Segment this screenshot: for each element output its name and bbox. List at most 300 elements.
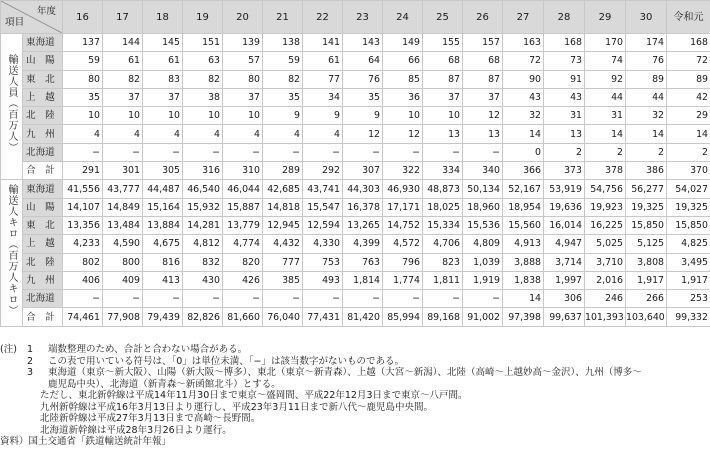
note-3-text: 東海道（東京〜新大阪）、山陽（新大阪〜博多）、東北（東京〜新青森）、上越（大宮〜新潟）、北陸（高崎〜上越妙高〜金沢）、九州（博多〜 xyxy=(48,367,642,378)
value-cell: 3,888 xyxy=(503,253,544,271)
value-cell: 10 xyxy=(63,107,103,125)
value-cell: 44,487 xyxy=(143,180,183,198)
value-cell: 4 xyxy=(183,125,223,143)
value-cell: 85,994 xyxy=(383,308,423,326)
value-cell: 149 xyxy=(383,34,423,52)
value-cell: 99,332 xyxy=(667,308,710,326)
value-cell: 19,923 xyxy=(585,198,626,216)
value-cell: 37 xyxy=(223,88,263,106)
year-header: 23 xyxy=(343,1,383,34)
value-cell: 42 xyxy=(667,88,710,106)
value-cell: 10 xyxy=(103,107,143,125)
value-cell: 42,685 xyxy=(263,180,303,198)
value-cell: − xyxy=(343,143,383,161)
value-cell: 378 xyxy=(585,162,626,180)
value-cell: 46,930 xyxy=(383,180,423,198)
value-cell: 80 xyxy=(63,70,103,88)
row-label: 北 陸 xyxy=(23,253,63,271)
year-header: 20 xyxy=(223,1,263,34)
row-label: 山 陽 xyxy=(23,198,63,216)
value-cell: 91 xyxy=(544,70,585,88)
value-cell: 310 xyxy=(223,162,263,180)
value-cell: 61 xyxy=(143,52,183,70)
value-cell: 4 xyxy=(263,125,303,143)
value-cell: − xyxy=(303,290,343,308)
group1-label-cell xyxy=(1,34,23,180)
value-cell: 59 xyxy=(63,52,103,70)
value-cell: 9 xyxy=(263,107,303,125)
value-cell: 14,849 xyxy=(103,198,143,216)
value-cell: 4,774 xyxy=(223,235,263,253)
value-cell: 87 xyxy=(463,70,503,88)
value-cell: 15,850 xyxy=(667,216,710,234)
total-row xyxy=(1,308,710,326)
value-cell: 13,265 xyxy=(343,216,383,234)
value-cell: 53,919 xyxy=(544,180,585,198)
value-cell: 79,439 xyxy=(143,308,183,326)
row-label: 東 北 xyxy=(23,216,63,234)
value-cell: 66 xyxy=(383,52,423,70)
source-label: 資料） xyxy=(0,436,29,447)
value-cell: − xyxy=(463,290,503,308)
value-cell: 170 xyxy=(585,34,626,52)
value-cell: 14,281 xyxy=(183,216,223,234)
value-cell: 43 xyxy=(503,88,544,106)
value-cell: 168 xyxy=(667,34,710,52)
value-cell: 10 xyxy=(383,107,423,125)
value-cell: 37 xyxy=(143,88,183,106)
value-cell: 15,334 xyxy=(423,216,463,234)
value-cell: 800 xyxy=(103,253,143,271)
value-cell: 82,826 xyxy=(183,308,223,326)
value-cell: 493 xyxy=(303,271,343,289)
value-cell: 19,325 xyxy=(667,198,710,216)
row-label: 上 越 xyxy=(23,235,63,253)
value-cell: 2 xyxy=(667,143,710,161)
value-cell: 14 xyxy=(667,125,710,143)
table-corner xyxy=(1,1,63,34)
value-cell: 0 xyxy=(503,143,544,161)
value-cell: 12 xyxy=(463,107,503,125)
note-3-number: 3 xyxy=(27,367,34,378)
value-cell: 413 xyxy=(143,271,183,289)
value-cell: 3,808 xyxy=(626,253,667,271)
value-cell: 301 xyxy=(103,162,143,180)
value-cell: 796 xyxy=(383,253,423,271)
table-row xyxy=(1,52,710,70)
value-cell: 43 xyxy=(544,88,585,106)
value-cell: 48,873 xyxy=(423,180,463,198)
value-cell: 44 xyxy=(626,88,667,106)
year-header: 17 xyxy=(103,1,143,34)
value-cell: 36 xyxy=(383,88,423,106)
value-cell: 777 xyxy=(263,253,303,271)
value-cell: 246 xyxy=(585,290,626,308)
value-cell: 15,547 xyxy=(303,198,343,216)
row-label: 北 陸 xyxy=(23,107,63,125)
value-cell: 85 xyxy=(383,70,423,88)
value-cell: 34 xyxy=(303,88,343,106)
value-cell: 340 xyxy=(463,162,503,180)
value-cell: 12 xyxy=(383,125,423,143)
group1-label: 輸送人員（百万人） xyxy=(6,54,17,154)
row-label: 北海道 xyxy=(23,143,63,161)
value-cell: 35 xyxy=(63,88,103,106)
value-cell: 32 xyxy=(626,107,667,125)
value-cell: 68 xyxy=(423,52,463,70)
value-cell: 43,741 xyxy=(303,180,343,198)
value-cell: 13,779 xyxy=(223,216,263,234)
total-row xyxy=(1,162,710,180)
value-cell: 89,168 xyxy=(423,308,463,326)
note-3-detail-hokuriku: 北陸新幹線は平成27年3月13日まで高崎〜長野間。 xyxy=(40,413,261,424)
value-cell: 168 xyxy=(544,34,585,52)
value-cell: 76 xyxy=(626,52,667,70)
value-cell: 77 xyxy=(303,70,343,88)
table-row xyxy=(1,107,710,125)
value-cell: 4,432 xyxy=(263,235,303,253)
value-cell: 373 xyxy=(544,162,585,180)
value-cell: 2 xyxy=(585,143,626,161)
note-2-number: 2 xyxy=(27,355,34,367)
note-3-detail-tohoku: ただし、東北新幹線は平成14年11月30日まで東京〜盛岡間、平成22年12月3日まで東京〜八戸間。 xyxy=(40,390,468,401)
value-cell: 83 xyxy=(143,70,183,88)
table-row xyxy=(1,88,710,106)
value-cell: 266 xyxy=(626,290,667,308)
value-cell: 57 xyxy=(223,52,263,70)
table-row xyxy=(1,253,710,271)
row-label: 山 陽 xyxy=(23,52,63,70)
year-header: 29 xyxy=(585,1,626,34)
value-cell: − xyxy=(383,290,423,308)
value-cell: 81,420 xyxy=(343,308,383,326)
corner-item-label: 項目 xyxy=(5,17,25,28)
value-cell: 19,325 xyxy=(626,198,667,216)
value-cell: − xyxy=(383,143,423,161)
value-cell: 14 xyxy=(626,125,667,143)
value-cell: 61 xyxy=(303,52,343,70)
value-cell: 15,560 xyxy=(503,216,544,234)
value-cell: 10 xyxy=(223,107,263,125)
value-cell: 832 xyxy=(183,253,223,271)
value-cell: 289 xyxy=(263,162,303,180)
value-cell: 4 xyxy=(303,125,343,143)
value-cell: 137 xyxy=(63,34,103,52)
year-header: 25 xyxy=(423,1,463,34)
value-cell: 89 xyxy=(667,70,710,88)
value-cell: 12 xyxy=(343,125,383,143)
value-cell: 15,536 xyxy=(463,216,503,234)
value-cell: 4 xyxy=(63,125,103,143)
value-cell: 37 xyxy=(463,88,503,106)
value-cell: 3,710 xyxy=(585,253,626,271)
table-row xyxy=(1,271,710,289)
value-cell: 37 xyxy=(423,88,463,106)
corner-year-label: 年度 xyxy=(36,6,56,17)
value-cell: − xyxy=(263,143,303,161)
value-cell: 46,540 xyxy=(183,180,223,198)
value-cell: − xyxy=(63,143,103,161)
notes-section xyxy=(0,344,708,448)
value-cell: 13 xyxy=(423,125,463,143)
value-cell: 15,850 xyxy=(626,216,667,234)
value-cell: 385 xyxy=(263,271,303,289)
value-cell: 2,016 xyxy=(585,271,626,289)
row-label: 合 計 xyxy=(23,162,63,180)
value-cell: 63 xyxy=(183,52,223,70)
value-cell: 32 xyxy=(503,107,544,125)
value-cell: 322 xyxy=(383,162,423,180)
value-cell: 305 xyxy=(143,162,183,180)
table-row xyxy=(1,235,710,253)
year-header: 28 xyxy=(544,1,585,34)
note-2-text: この表で用いている符号は、「0」は単位未満、「−」は該当数字がないものである。 xyxy=(48,355,405,367)
value-cell: 4,825 xyxy=(667,235,710,253)
value-cell: 4,947 xyxy=(544,235,585,253)
value-cell: 1,774 xyxy=(383,271,423,289)
value-cell: 18,954 xyxy=(503,198,544,216)
value-cell: 1,811 xyxy=(423,271,463,289)
value-cell: − xyxy=(303,143,343,161)
year-header: 令和元 xyxy=(667,1,710,34)
value-cell: 37 xyxy=(103,88,143,106)
value-cell: 46,044 xyxy=(223,180,263,198)
year-header: 18 xyxy=(143,1,183,34)
value-cell: 1,917 xyxy=(667,271,710,289)
row-label: 東海道 xyxy=(23,180,63,198)
value-cell: − xyxy=(63,290,103,308)
value-cell: 44 xyxy=(585,88,626,106)
table-row xyxy=(1,216,710,234)
value-cell: 72 xyxy=(503,52,544,70)
value-cell: − xyxy=(223,290,263,308)
value-cell: 802 xyxy=(63,253,103,271)
value-cell: 16,014 xyxy=(544,216,585,234)
value-cell: 253 xyxy=(667,290,710,308)
value-cell: − xyxy=(463,143,503,161)
row-label: 九 州 xyxy=(23,125,63,143)
table-row xyxy=(1,125,710,143)
value-cell: 291 xyxy=(63,162,103,180)
value-cell: 4,590 xyxy=(103,235,143,253)
value-cell: 145 xyxy=(143,34,183,52)
value-cell: 29 xyxy=(667,107,710,125)
value-cell: 155 xyxy=(423,34,463,52)
value-cell: − xyxy=(103,290,143,308)
value-cell: 5,125 xyxy=(626,235,667,253)
year-header: 26 xyxy=(463,1,503,34)
value-cell: 82 xyxy=(263,70,303,88)
value-cell: 138 xyxy=(263,34,303,52)
value-cell: − xyxy=(183,290,223,308)
value-cell: 366 xyxy=(503,162,544,180)
row-label: 北海道 xyxy=(23,290,63,308)
value-cell: 31 xyxy=(585,107,626,125)
value-cell: 1,814 xyxy=(343,271,383,289)
value-cell: 1,917 xyxy=(626,271,667,289)
value-cell: 4 xyxy=(143,125,183,143)
value-cell: 13,356 xyxy=(63,216,103,234)
value-cell: 90 xyxy=(503,70,544,88)
note-1-number: 1 xyxy=(27,344,34,355)
row-label: 合 計 xyxy=(23,308,63,326)
value-cell: − xyxy=(223,143,263,161)
value-cell: 10 xyxy=(143,107,183,125)
value-cell: 14 xyxy=(585,125,626,143)
value-cell: 54,756 xyxy=(585,180,626,198)
value-cell: 14,818 xyxy=(263,198,303,216)
value-cell: 4,572 xyxy=(383,235,423,253)
value-cell: 2 xyxy=(626,143,667,161)
value-cell: 409 xyxy=(103,271,143,289)
value-cell: 87 xyxy=(423,70,463,88)
value-cell: 41,556 xyxy=(63,180,103,198)
value-cell: 72 xyxy=(667,52,710,70)
value-cell: 292 xyxy=(303,162,343,180)
value-cell: 10 xyxy=(183,107,223,125)
value-cell: 74,461 xyxy=(63,308,103,326)
value-cell: 139 xyxy=(223,34,263,52)
value-cell: − xyxy=(343,290,383,308)
note-3-text-cont: 鹿児島中央）、北海道（新青森〜新函館北斗）とする。 xyxy=(48,378,281,390)
value-cell: 370 xyxy=(667,162,710,180)
value-cell: 99,637 xyxy=(544,308,585,326)
value-cell: 174 xyxy=(626,34,667,52)
value-cell: 54,027 xyxy=(667,180,710,198)
value-cell: 4,706 xyxy=(423,235,463,253)
year-header: 27 xyxy=(503,1,544,34)
value-cell: 52,167 xyxy=(503,180,544,198)
value-cell: 74 xyxy=(585,52,626,70)
value-cell: 426 xyxy=(223,271,263,289)
value-cell: 823 xyxy=(423,253,463,271)
value-cell: 4,330 xyxy=(303,235,343,253)
value-cell: − xyxy=(143,143,183,161)
value-cell: 80 xyxy=(223,70,263,88)
value-cell: 18,960 xyxy=(463,198,503,216)
value-cell: − xyxy=(103,143,143,161)
value-cell: 91,002 xyxy=(463,308,503,326)
value-cell: 15,887 xyxy=(223,198,263,216)
year-header: 22 xyxy=(303,1,343,34)
value-cell: 406 xyxy=(63,271,103,289)
value-cell: 144 xyxy=(103,34,143,52)
value-cell: 68 xyxy=(463,52,503,70)
row-label: 東 北 xyxy=(23,70,63,88)
value-cell: 13,484 xyxy=(103,216,143,234)
value-cell: 92 xyxy=(585,70,626,88)
value-cell: 316 xyxy=(183,162,223,180)
value-cell: 9 xyxy=(343,107,383,125)
notes-label: (注) xyxy=(0,344,17,355)
note-3-detail-kyushu: 九州新幹線は平成16年3月13日より運行し、平成23年3月11日まで新八代〜鹿児島中央間。 xyxy=(40,401,433,413)
value-cell: 15,164 xyxy=(143,198,183,216)
value-cell: 143 xyxy=(343,34,383,52)
value-cell: − xyxy=(183,143,223,161)
value-cell: 14 xyxy=(503,125,544,143)
header-row xyxy=(1,1,710,34)
value-cell: 816 xyxy=(143,253,183,271)
value-cell: 77,908 xyxy=(103,308,143,326)
value-cell: 35 xyxy=(263,88,303,106)
value-cell: 14,107 xyxy=(63,198,103,216)
value-cell: 35 xyxy=(343,88,383,106)
value-cell: 4,913 xyxy=(503,235,544,253)
value-cell: 306 xyxy=(544,290,585,308)
year-header: 24 xyxy=(383,1,423,34)
value-cell: 50,134 xyxy=(463,180,503,198)
value-cell: 5,025 xyxy=(585,235,626,253)
table-row xyxy=(1,290,710,308)
value-cell: 101,393 xyxy=(585,308,626,326)
table-row xyxy=(1,180,710,198)
value-cell: 13 xyxy=(463,125,503,143)
note-3-detail-hokkaido: 北海道新幹線は平成28年3月26日より運行。 xyxy=(40,424,232,436)
table-row xyxy=(1,143,710,161)
year-header: 21 xyxy=(263,1,303,34)
value-cell: 64 xyxy=(343,52,383,70)
value-cell: 16,225 xyxy=(585,216,626,234)
value-cell: 307 xyxy=(343,162,383,180)
value-cell: 163 xyxy=(503,34,544,52)
value-cell: 151 xyxy=(183,34,223,52)
table-row xyxy=(1,70,710,88)
value-cell: 753 xyxy=(303,253,343,271)
value-cell: 14,752 xyxy=(383,216,423,234)
table-row xyxy=(1,198,710,216)
value-cell: 820 xyxy=(223,253,263,271)
group2-label-cell xyxy=(1,180,23,326)
value-cell: 89 xyxy=(626,70,667,88)
value-cell: 763 xyxy=(343,253,383,271)
value-cell: 4 xyxy=(223,125,263,143)
value-cell: 10 xyxy=(423,107,463,125)
value-cell: 4,812 xyxy=(183,235,223,253)
value-cell: 73 xyxy=(544,52,585,70)
value-cell: 1,997 xyxy=(544,271,585,289)
value-cell: 4,675 xyxy=(143,235,183,253)
group2-label: 輸送人キロ（百万人キロ） xyxy=(6,184,17,317)
value-cell: 3,714 xyxy=(544,253,585,271)
value-cell: 103,640 xyxy=(626,308,667,326)
value-cell: − xyxy=(263,290,303,308)
value-cell: 3,495 xyxy=(667,253,710,271)
value-cell: 81,660 xyxy=(223,308,263,326)
value-cell: 19,636 xyxy=(544,198,585,216)
value-cell: 15,932 xyxy=(183,198,223,216)
value-cell: 76,040 xyxy=(263,308,303,326)
value-cell: 13 xyxy=(544,125,585,143)
value-cell: 4,809 xyxy=(463,235,503,253)
value-cell: 334 xyxy=(423,162,463,180)
value-cell: 18,025 xyxy=(423,198,463,216)
value-cell: 157 xyxy=(463,34,503,52)
value-cell: 38 xyxy=(183,88,223,106)
value-cell: − xyxy=(423,143,463,161)
value-cell: 2 xyxy=(544,143,585,161)
value-cell: 4 xyxy=(103,125,143,143)
year-header: 16 xyxy=(63,1,103,34)
value-cell: 31 xyxy=(544,107,585,125)
value-cell: 1,039 xyxy=(463,253,503,271)
value-cell: 43,777 xyxy=(103,180,143,198)
value-cell: 82 xyxy=(183,70,223,88)
value-cell: 1,838 xyxy=(503,271,544,289)
table-row xyxy=(1,34,710,52)
value-cell: 82 xyxy=(103,70,143,88)
row-label: 上 越 xyxy=(23,88,63,106)
value-cell: 44,303 xyxy=(343,180,383,198)
